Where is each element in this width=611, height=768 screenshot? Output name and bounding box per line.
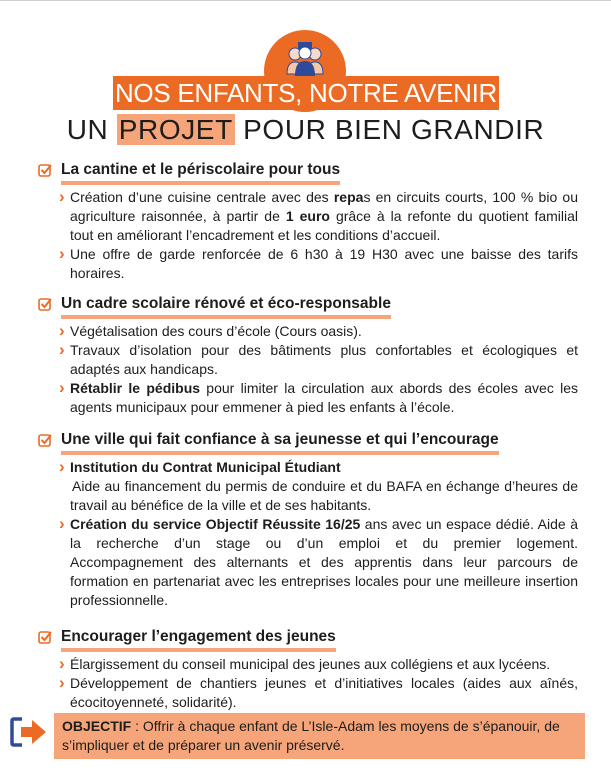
section (38, 430, 578, 610)
banner-title: NOS ENFANTS, NOTRE AVENIR (114, 78, 498, 108)
item-text: Végétalisation des cours d’école (Cours oasis). (70, 323, 362, 339)
objective-box (54, 713, 585, 759)
section (38, 160, 578, 283)
list-item (62, 245, 578, 283)
section-header (38, 430, 578, 452)
section-header (38, 294, 578, 316)
top-border (0, 0, 611, 1)
checkbox-checked-icon (38, 163, 52, 177)
section-header (38, 627, 578, 649)
item-text: Développement de chantiers jeunes et d’initiatives locales (aides aux aînés, écocitoyenneté, solidarité). (70, 675, 578, 710)
section-title: Un cadre scolaire rénové et éco-responsable (61, 294, 391, 319)
list-item (62, 515, 578, 610)
item-text: pour limiter la circulation aux abords des écoles avec les agents municipaux pour emmener à pied les enfants à l’école. (70, 380, 578, 415)
section (38, 627, 578, 712)
subtitle-after: POUR BIEN GRANDIR (234, 114, 545, 145)
section-items (38, 458, 578, 610)
section-header (38, 160, 578, 182)
section (38, 294, 578, 417)
list-item (62, 674, 578, 712)
list-item (62, 322, 578, 341)
item-text: Création d’une cuisine centrale avec des (70, 189, 334, 205)
section-items (38, 188, 578, 283)
subtitle-highlight: PROJET (118, 114, 233, 145)
item-text: Élargissement du conseil municipal des jeunes aux collégiens et aux lycéens. (70, 656, 551, 672)
list-item (62, 458, 578, 515)
list-item (62, 188, 578, 245)
section-items (38, 322, 578, 417)
section-items (38, 655, 578, 712)
children-group-icon (284, 40, 326, 76)
item-text: grâce à la refonte du quotient familial tout en améliorant l’encadrement et les conditions d’accueil. (70, 208, 579, 243)
objective-text: : Offrir à chaque enfant de L’Isle-Adam les moyens de s’épanouir, de s’impliquer et de préparer un avenir préservé. (62, 718, 560, 753)
page-subtitle (0, 113, 611, 147)
section-title: Encourager l’engagement des jeunes (61, 627, 336, 652)
item-text-bold: Création du service Objectif Réussite 16/25 (70, 516, 361, 532)
list-item (62, 379, 578, 417)
item-text-bold: Institution du Contrat Municipal Étudiant (70, 459, 341, 475)
section-title: La cantine et le périscolaire pour tous (61, 160, 340, 185)
objective-label: OBJECTIF (62, 718, 132, 734)
item-text: Travaux d’isolation pour des bâtiments plus confortables et écologiques et adaptés aux handicaps. (70, 342, 578, 377)
list-item (62, 341, 578, 379)
arrow-right-exit-icon (10, 716, 50, 748)
item-detail: Aide au financement du permis de conduire et du BAFA en échange d’heures de travail au bénéfice de la ville et de ses habitants. (70, 478, 578, 513)
section-title: Une ville qui fait confiance à sa jeunesse et qui l’encourage (61, 430, 499, 455)
item-text: Une offre de garde renforcée de 6 h30 à 19 H30 avec une baisse des tarifs horaires. (70, 246, 578, 281)
checkbox-checked-icon (38, 433, 52, 447)
item-text-bold: 1 euro (285, 208, 330, 224)
item-text: s en circuits courts, 100 % bio ou agriculture raisonnée, à partir de (70, 189, 578, 224)
item-text-bold: Rétablir le pédibus (70, 380, 201, 396)
checkbox-checked-icon (38, 297, 52, 311)
list-item (62, 655, 578, 674)
checkbox-checked-icon (38, 630, 52, 644)
subtitle-before: UN (66, 114, 117, 145)
item-text-bold: repa (333, 189, 364, 205)
item-text: ans avec un espace dédié. Aide à la recherche d’un stage ou d’un emploi et du premier logement. Accompagnement des alternants et des apprentis dans leur parcours de formation en partenariat avec les entreprises locales pour une meilleure insertion professionnelle. (70, 516, 578, 608)
